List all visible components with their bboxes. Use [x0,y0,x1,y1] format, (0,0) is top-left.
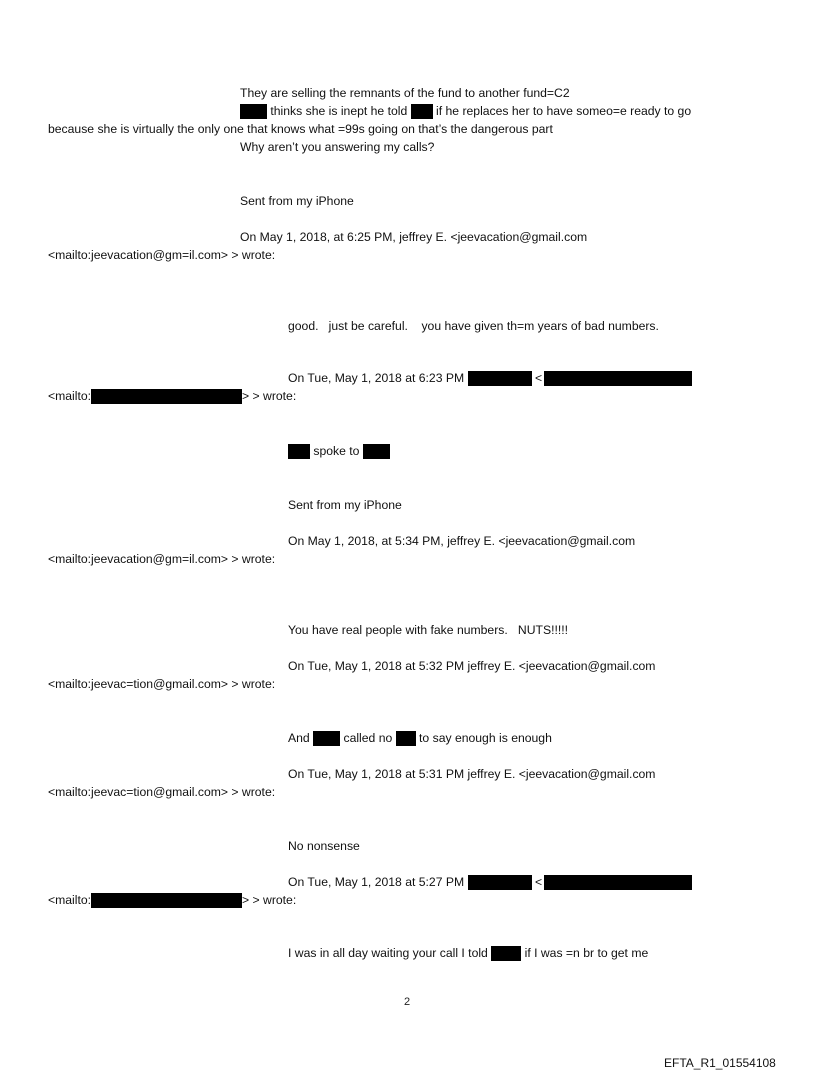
text: <mailto:jeevac=tion@gmail.com> > wrote: [48,677,276,691]
body-line [48,893,296,908]
text: On Tue, May 1, 2018 at 5:27 PM [288,875,465,889]
redaction-block [288,444,310,459]
redaction-block [313,731,340,746]
text: They are selling the remnants of the fund to another fund=C2 [240,86,570,100]
text: > > wrote: [242,893,297,907]
body-line [288,839,360,854]
body-line [288,875,692,890]
body-line [288,444,390,459]
body-line [240,86,570,101]
text: Sent from my iPhone [240,194,354,208]
body-line [48,122,553,137]
text: On May 1, 2018, at 5:34 PM, jeffrey E. <jeevacation@gmail.com [288,534,636,548]
body-line [288,767,655,782]
body-line [288,659,655,674]
body-line [288,731,552,746]
text: No nonsense [288,839,360,853]
text: On May 1, 2018, at 6:25 PM, jeffrey E. <jeevacation@gmail.com [240,230,588,244]
redaction-block [91,893,242,908]
body-line [48,552,275,567]
redaction-block [411,104,433,119]
text: if he replaces her to have someo=e ready to go [436,104,692,118]
text: And [288,731,310,745]
redaction-block [491,946,521,961]
body-line [288,623,568,638]
body-line [288,319,659,334]
text: I was in all day waiting your call I told [288,946,488,960]
text: On Tue, May 1, 2018 at 6:23 PM [288,371,465,385]
body-line [240,140,434,155]
text: good. just be careful. you have given th=m years of bad numbers. [288,319,659,333]
text: On Tue, May 1, 2018 at 5:32 PM jeffrey E. <jeevacation@gmail.com [288,659,656,673]
text: to say enough is enough [419,731,552,745]
text: > > wrote: [242,389,297,403]
text: if I was =n br to get me [524,946,649,960]
text: <mailto:jeevacation@gm=il.com> > wrote: [48,248,276,262]
redaction-block [544,875,692,890]
text: spoke to [313,444,360,458]
text: <mailto:jeevac=tion@gmail.com> > wrote: [48,785,276,799]
text: <mailto: [48,389,92,403]
text: Sent from my iPhone [288,498,402,512]
text: Why aren’t you answering my calls? [240,140,435,154]
redaction-block [468,371,532,386]
text: <mailto: [48,893,92,907]
text: because she is virtually the only one that knows what =99s going on that’s the dangerous part [48,122,553,136]
text: You have real people with fake numbers. NUTS!!!!! [288,623,569,637]
body-line [48,389,296,404]
text: thinks she is inept he told [270,104,408,118]
redaction-block [240,104,267,119]
body-line [288,498,402,513]
text: < [534,875,543,889]
body-line [240,194,354,209]
body-line [288,371,692,386]
redaction-block [396,731,416,746]
redaction-block [544,371,692,386]
text: < [534,371,543,385]
body-line [240,104,691,119]
page-number: 2 [404,996,411,1008]
redaction-block [468,875,532,890]
bates-number: EFTA_R1_01554108 [664,1056,776,1070]
body-line [48,785,275,800]
body-line [48,677,275,692]
text: On Tue, May 1, 2018 at 5:31 PM jeffrey E. <jeevacation@gmail.com [288,767,656,781]
redaction-block [91,389,242,404]
text: called no [343,731,393,745]
text: <mailto:jeevacation@gm=il.com> > wrote: [48,552,276,566]
body-line [288,534,635,549]
body-line [288,946,648,961]
body-line [240,230,587,245]
body-line [48,248,275,263]
redaction-block [363,444,390,459]
